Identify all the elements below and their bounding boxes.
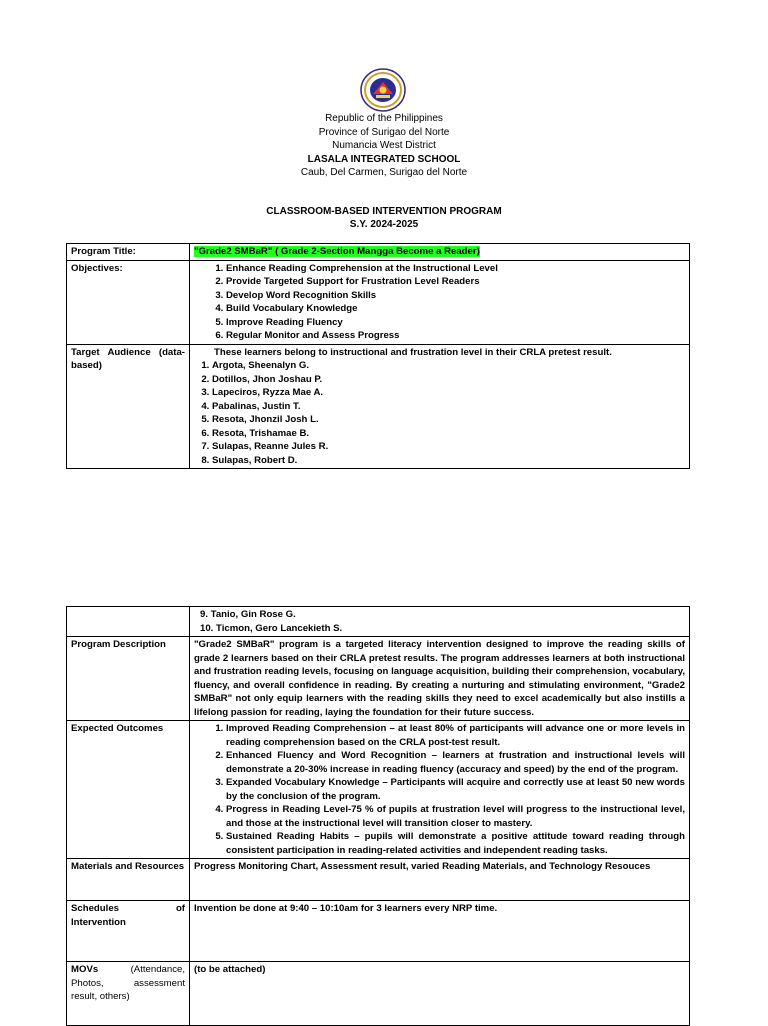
audience-intro: These learners belong to instructional and frustration level in their CRLA pretest result. [214, 346, 612, 358]
list-item: 5. Resota, Jhonzil Josh L. [212, 413, 685, 427]
learners-list [194, 359, 685, 467]
learners-continued-row [67, 607, 690, 637]
province-line: Province of Surigao del Norte [318, 126, 450, 138]
movs-label-word-3: Photos, [71, 977, 104, 989]
letterhead [0, 112, 768, 180]
list-item: 5. Sustained Reading Habits – pupils will demonstrate a positive attitude toward reading through consistent participation in reading-related activities and independent reading tasks. [226, 830, 685, 857]
movs-label-word-1: MOVs [71, 964, 99, 975]
movs-label-word-2: (Attendance, [130, 964, 185, 975]
outcomes-list [194, 722, 685, 857]
learners-continued-cell [190, 607, 690, 637]
list-item: 2. Enhanced Fluency and Word Recognition – learners at frustration and instructional levels will demonstrate a 20-30% increase in reading fluency (accuracy and speed) by the end of the program. [226, 749, 685, 776]
list-item: 3. Expanded Vocabulary Knowledge – Participants will acquire and correctly use at least 50 new words by the conclusion of the program. [226, 776, 685, 803]
title-line-1: CLASSROOM-BASED INTERVENTION PROGRAM [266, 206, 502, 217]
movs-label-line2 [71, 977, 185, 991]
target-audience-label [67, 344, 190, 469]
program-description-label: Program Description [67, 637, 190, 721]
schedule-label-word-2: of [175, 903, 185, 914]
materials-text: Progress Monitoring Chart, Assessment result, varied Reading Materials, and Technology Resouces [190, 859, 690, 901]
document-title [0, 205, 768, 231]
list-item: 7. Sulapas, Reanne Jules R. [212, 440, 685, 454]
materials-label: Materials and Resources [67, 859, 190, 901]
program-title-value: "Grade2 SMBaR" ( Grade 2-Section Mangga Become a Reader) [194, 246, 480, 257]
list-item: 10. Ticmon, Gero Lancekieth S. [200, 622, 343, 634]
movs-label [67, 962, 190, 1026]
program-table-page2 [66, 606, 690, 1026]
target-audience-cell [190, 344, 690, 469]
list-item: 8. Sulapas, Robert D. [212, 454, 685, 468]
list-item: 6. Resota, Trishamae B. [212, 427, 685, 441]
program-title-label: Program Title: [67, 244, 190, 261]
expected-outcomes-cell [190, 721, 690, 859]
list-item: 1. Enhance Reading Comprehension at the Instructional Level [226, 262, 685, 276]
program-table-page1 [66, 243, 690, 469]
movs-label-word-4: assessment [133, 977, 185, 989]
program-title-row [67, 244, 690, 261]
objectives-list [194, 262, 685, 343]
target-audience-label-line2: based) [71, 360, 102, 371]
schedule-label-word-1: Schedules [71, 903, 119, 914]
list-item: 1. Improved Reading Comprehension – at least 80% of participants will advance one or more levels in reading comprehension based on the CRLA post-test result. [226, 722, 685, 749]
school-address: Caub, Del Carmen, Surigao del Norte [300, 167, 468, 178]
list-item: 2. Dotillos, Jhon Joshau P. [212, 373, 685, 387]
list-item: 2. Provide Targeted Support for Frustration Level Readers [226, 275, 685, 289]
movs-row [67, 962, 690, 1026]
schedule-label-line2: Intervention [71, 916, 126, 928]
list-item: 3. Lapeciros, Ryzza Mae A. [212, 386, 685, 400]
movs-label-line3: result, others) [71, 991, 130, 1002]
objectives-row [67, 260, 690, 344]
list-item: 4. Progress in Reading Level-75 % of pupils at frustration level will progress to the instructional level, and those at the instructional level will transition closer to mastery. [226, 803, 685, 830]
target-audience-label-line1: Target Audience (data- [71, 346, 185, 358]
target-audience-row [67, 344, 690, 469]
program-description-row [67, 637, 690, 721]
expected-outcomes-label: Expected Outcomes [67, 721, 190, 859]
learners-list-continued [194, 608, 685, 635]
title-line-2: S.Y. 2024-2025 [349, 219, 419, 230]
program-description-text: "Grade2 SMBaR" program is a targeted literacy intervention designed to improve the reading skills of grade 2 learners based on their CRLA pretest results. The program addresses learners at both instructional and frustration reading levels, focusing on language acquisition, building their comprehension, vocabulary, fluency, and overall confidence in reading. By creating a nurturing and stimulating environment, "Grade2 SMBaR" not only equip learners with the reading skills they need to excel academically but also instills a lifelong passion for reading, laying the foundation for their future success. [190, 637, 690, 721]
movs-label-line1 [71, 963, 185, 977]
objectives-label: Objectives: [67, 260, 190, 344]
deped-seal-icon [359, 68, 407, 112]
list-item: 6. Regular Monitor and Assess Progress [226, 329, 685, 343]
list-item: 4. Build Vocabulary Knowledge [226, 302, 685, 316]
schedule-row [67, 901, 690, 962]
objectives-cell [190, 260, 690, 344]
expected-outcomes-row [67, 721, 690, 859]
country-line: Republic of the Philippines [325, 113, 443, 124]
list-item: 9. Tanio, Gin Rose G. [200, 609, 296, 620]
list-item: 1. Argota, Sheenalyn G. [212, 359, 685, 373]
school-name: LASALA INTEGRATED SCHOOL [307, 153, 461, 165]
district-line: Numancia West District [332, 140, 436, 151]
schedule-label [67, 901, 190, 962]
program-title-cell [190, 244, 690, 261]
list-item: 3. Develop Word Recognition Skills [226, 289, 685, 303]
schedule-label-line1 [71, 902, 185, 916]
empty-label [67, 607, 190, 637]
list-item: 4. Pabalinas, Justin T. [212, 400, 685, 414]
schedule-text: Invention be done at 9:40 – 10:10am for 3 learners every NRP time. [190, 901, 690, 962]
materials-row [67, 859, 690, 901]
list-item: 5. Improve Reading Fluency [226, 316, 685, 330]
movs-text: (to be attached) [190, 962, 690, 1026]
